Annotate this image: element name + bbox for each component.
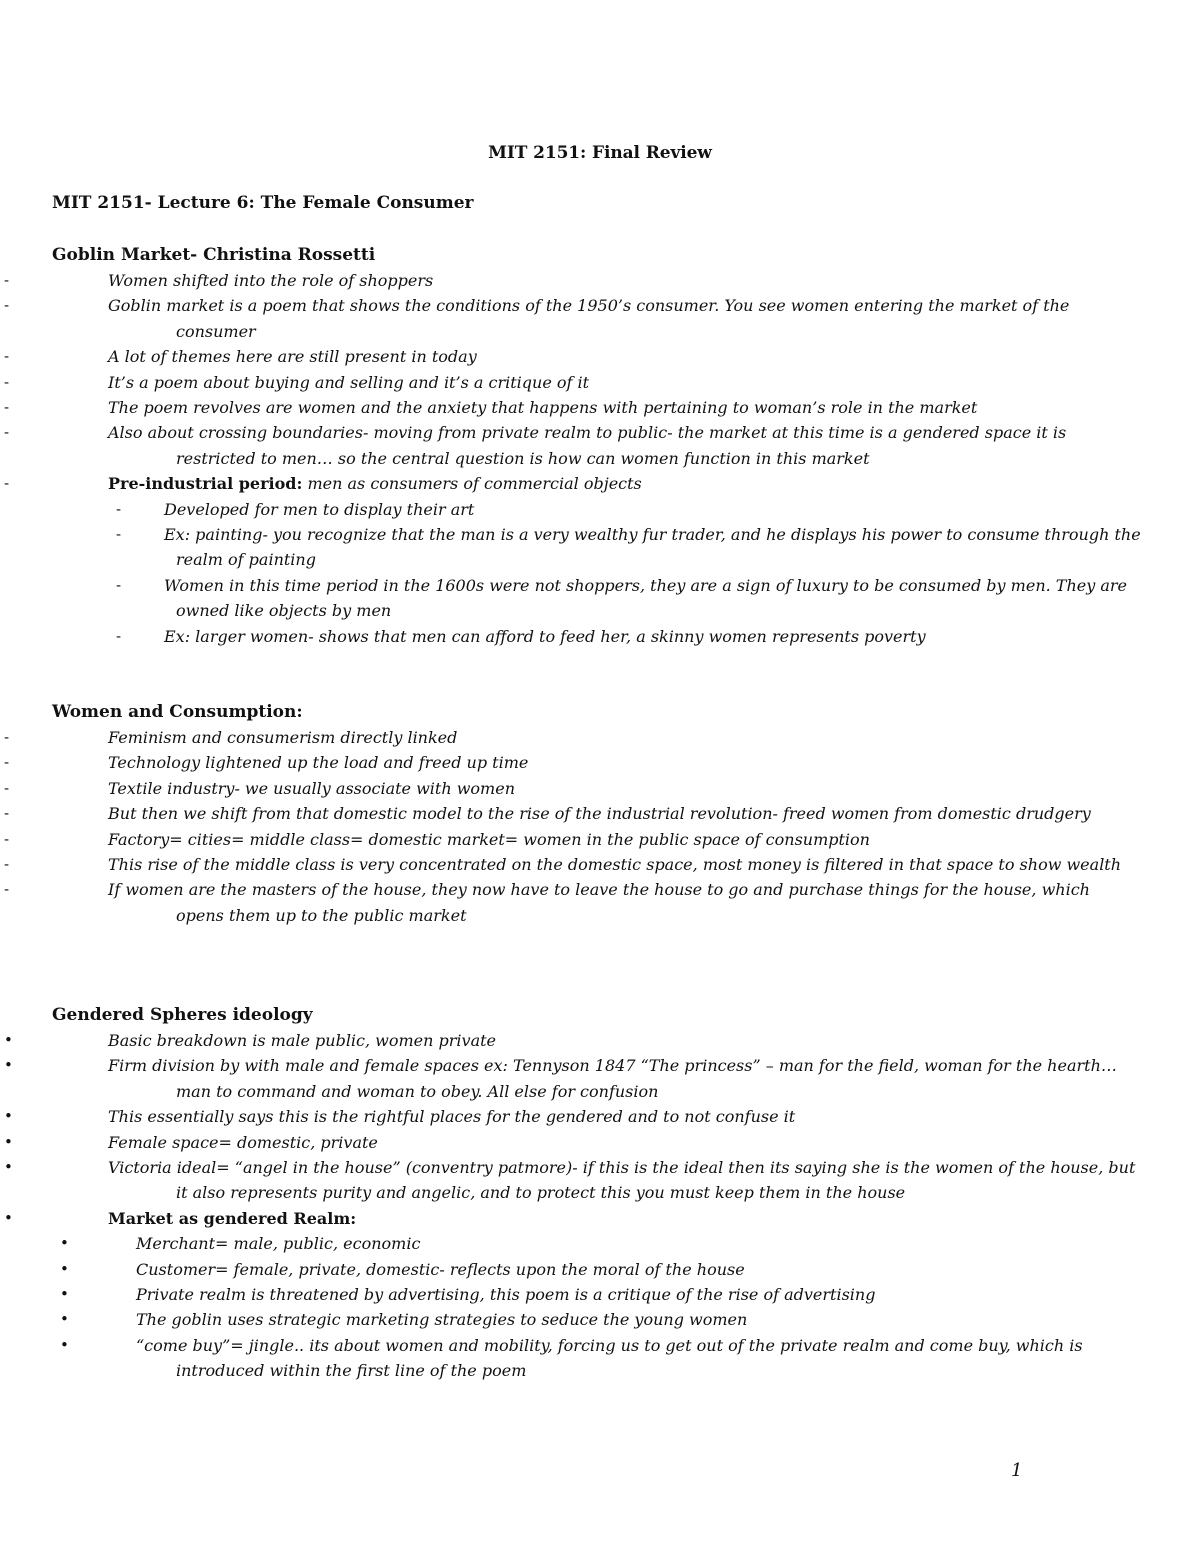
list-item: • Victoria ideal= “angel in the house” (conventry patmore)- if this is the ideal then its saying she is the women of the house, but it also represents purity and angelic, and to protect this you must keep them in the house	[4, 1158, 1136, 1203]
list-item-preindustrial: - Pre-industrial period: men as consumers of commercial objects	[4, 474, 642, 494]
market-realm-lead: Market as gendered Realm:	[108, 1208, 357, 1228]
section-heading: Goblin Market- Christina Rossetti	[52, 245, 376, 265]
section-gendered-spheres	[4, 1003, 1142, 1384]
list-item: • Basic breakdown is male public, women private	[4, 1031, 497, 1050]
lecture-title: MIT 2151- Lecture 6: The Female Consumer	[52, 193, 474, 213]
sub-list-item: - Women in this time period in the 1600s were not shoppers, they are a sign of luxury to be consumed by men. They are owned like objects by men	[116, 575, 1128, 621]
list-item-market-realm: • Market as gendered Realm:	[4, 1208, 357, 1228]
list-item: - The poem revolves are women and the anxiety that happens with pertaining to woman’s role in the market	[4, 398, 978, 418]
section-goblin-market	[4, 243, 1142, 649]
sub-list-item: • Customer= female, private, domestic- reflects upon the moral of the house	[60, 1259, 745, 1279]
sub-list-item: • Merchant= male, public, economic	[60, 1234, 421, 1254]
list-item: - A lot of themes here are still present in today	[4, 347, 477, 367]
section-heading: Women and Consumption:	[52, 702, 303, 722]
list-item: - This rise of the middle class is very concentrated on the domestic space, most money is filtered in that space to show wealth	[4, 855, 1122, 875]
list-item: - Factory= cities= middle class= domestic market= women in the public space of consumption	[4, 829, 870, 849]
list-item: - If women are the masters of the house, they now have to leave the house to go and purchase things for the house, which opens them up to the public market	[4, 880, 1090, 925]
sub-list-item: - Developed for men to display their art	[116, 499, 475, 519]
document-title: MIT 2151: Final Review	[488, 143, 712, 163]
list-item: - Technology lightened up the load and freed up time	[4, 753, 529, 773]
list-item: - It’s a poem about buying and selling and it’s a critique of it	[4, 372, 590, 392]
preindustrial-lead: Pre-industrial period:	[108, 474, 303, 494]
list-item: • Female space= domestic, private	[4, 1132, 378, 1152]
sub-list-item: • The goblin uses strategic marketing strategies to seduce the young women	[60, 1310, 748, 1330]
list-item: - Feminism and consumerism directly linked	[4, 728, 458, 747]
list-item: - Goblin market is a poem that shows the conditions of the 1950’s consumer. You see women entering the market of the consumer	[4, 296, 1070, 341]
section-heading: Gendered Spheres ideology	[52, 1005, 313, 1025]
list-item: • This essentially says this is the rightful places for the gendered and to not confuse it	[4, 1107, 796, 1127]
list-item: • Firm division by with male and female spaces ex: Tennyson 1847 “The princess” – man for the field, woman for the hearth… man to command and woman to obey. All else for confusion	[4, 1056, 1117, 1101]
sub-list-item: - Ex: larger women- shows that men can afford to feed her, a skinny women represents poverty	[116, 626, 926, 646]
sub-list-item: - Ex: painting- you recognize that the man is a very wealthy fur trader, and he displays his power to consume through the realm of painting	[116, 525, 1141, 570]
list-item: - Textile industry- we usually associate with women	[4, 778, 515, 798]
sub-list-item: • “come buy”= jingle.. its about women and mobility, forcing us to get out of the private realm and come buy, which is introduced within the first line of the poem	[60, 1335, 1083, 1381]
list-item: - Women shifted into the role of shoppers	[4, 271, 434, 290]
list-item: - Also about crossing boundaries- moving from private realm to public- the market at this time is a gendered space it is restricted to men… so the central question is how can women function in this market	[4, 423, 1067, 468]
section-women-consumption	[4, 700, 1142, 928]
page-number: 1	[1011, 1460, 1023, 1481]
sub-list-item: • Private realm is threatened by advertising, this poem is a critique of the rise of advertising	[60, 1285, 876, 1305]
list-item: - But then we shift from that domestic model to the rise of the industrial revolution- freed women from domestic drudgery	[4, 804, 1091, 824]
